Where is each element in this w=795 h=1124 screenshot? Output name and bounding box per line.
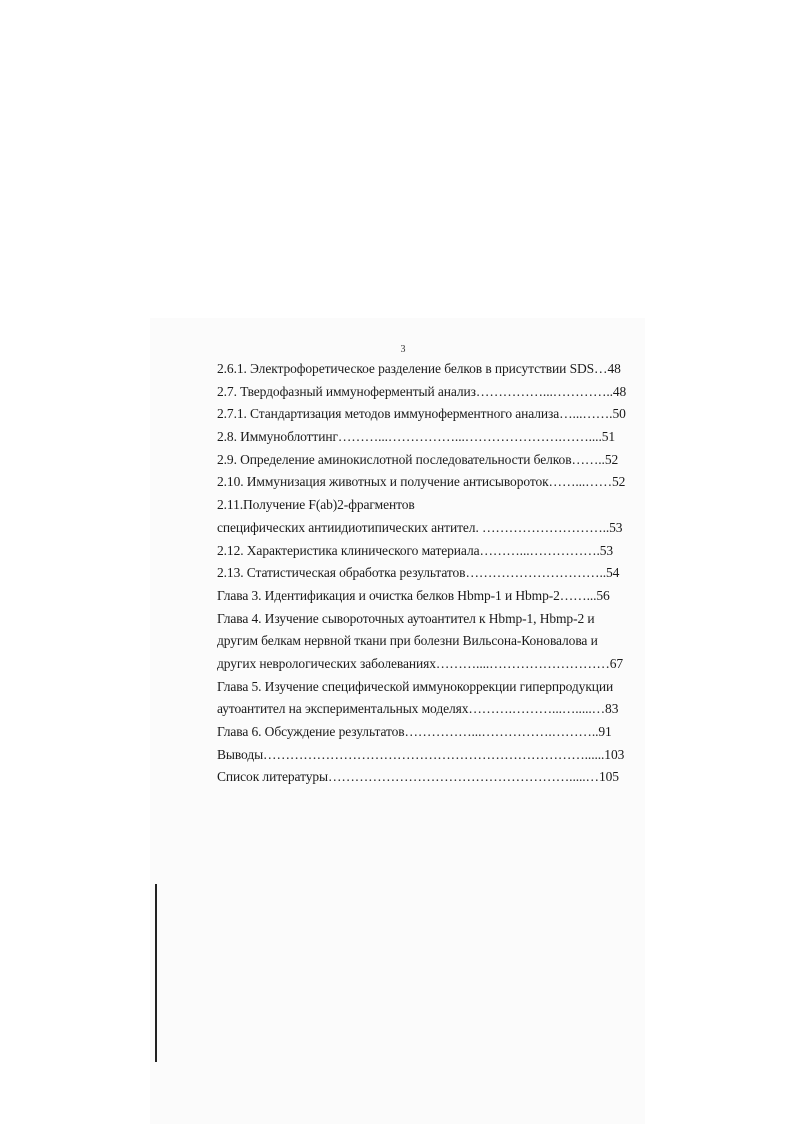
toc-entry-2-8: 2.8. Иммуноблоттинг………...……………...………………….……....51 xyxy=(217,429,616,445)
table-of-contents xyxy=(217,358,626,789)
toc-entry-conclusions: Выводы………………………………………………………………......103 xyxy=(217,746,625,762)
toc-entry-chapter-4-cont-2: других неврологических заболеваниях………....………………………67 xyxy=(217,655,624,671)
toc-entry-chapter-5-cont: аутоантител на экспериментальных моделях……….………...….....…83 xyxy=(217,701,619,717)
toc-entry-chapter-5: Глава 5. Изучение специфической иммунокоррекции гиперпродукции xyxy=(217,678,614,694)
toc-entry-chapter-3: Глава 3. Идентификация и очистка белков Hbmp-1 и Hbmp-2……...56 xyxy=(217,587,610,603)
toc-entry-2-12: 2.12. Характеристика клинического материала………...…………….53 xyxy=(217,542,614,558)
toc-entry-2-11-cont: специфических антиидиотипических антител. ………………………..53 xyxy=(217,519,623,535)
toc-entry-2-11: 2.11.Получение F(ab)2-фрагментов xyxy=(217,497,415,513)
toc-entry-2-7: 2.7. Твердофазный иммуноферментый анализ……………...…………..48 xyxy=(217,383,626,399)
toc-entry-2-7-1: 2.7.1. Стандартизация методов иммуноферментного анализа…...…….50 xyxy=(217,406,626,422)
toc-entry-2-13: 2.13. Статистическая обработка результатов…………………………..54 xyxy=(217,565,620,581)
toc-entry-chapter-4-cont-1: другим белкам нервной ткани при болезни Вильсона-Коновалова и xyxy=(217,633,598,649)
toc-entry-references: Список литературы……………………………………………….....…105 xyxy=(217,769,619,785)
toc-entry-chapter-6: Глава 6. Обсуждение результатов……………...…………….………..91 xyxy=(217,724,612,739)
toc-entry-2-6-1: 2.6.1. Электрофоретическое разделение белков в присутствии SDS…48 xyxy=(217,361,621,376)
toc-entry-2-10: 2.10. Иммунизация животных и получение антисывороток……...……52 xyxy=(217,474,626,490)
page-number: 3 xyxy=(400,344,406,355)
toc-entry-chapter-4: Глава 4. Изучение сывороточных аутоантител к Hbmp-1, Hbmp-2 и xyxy=(217,610,595,626)
left-margin-rule xyxy=(155,884,157,1062)
toc-entry-2-9: 2.9. Определение аминокислотной последовательности белков……..52 xyxy=(217,451,619,467)
